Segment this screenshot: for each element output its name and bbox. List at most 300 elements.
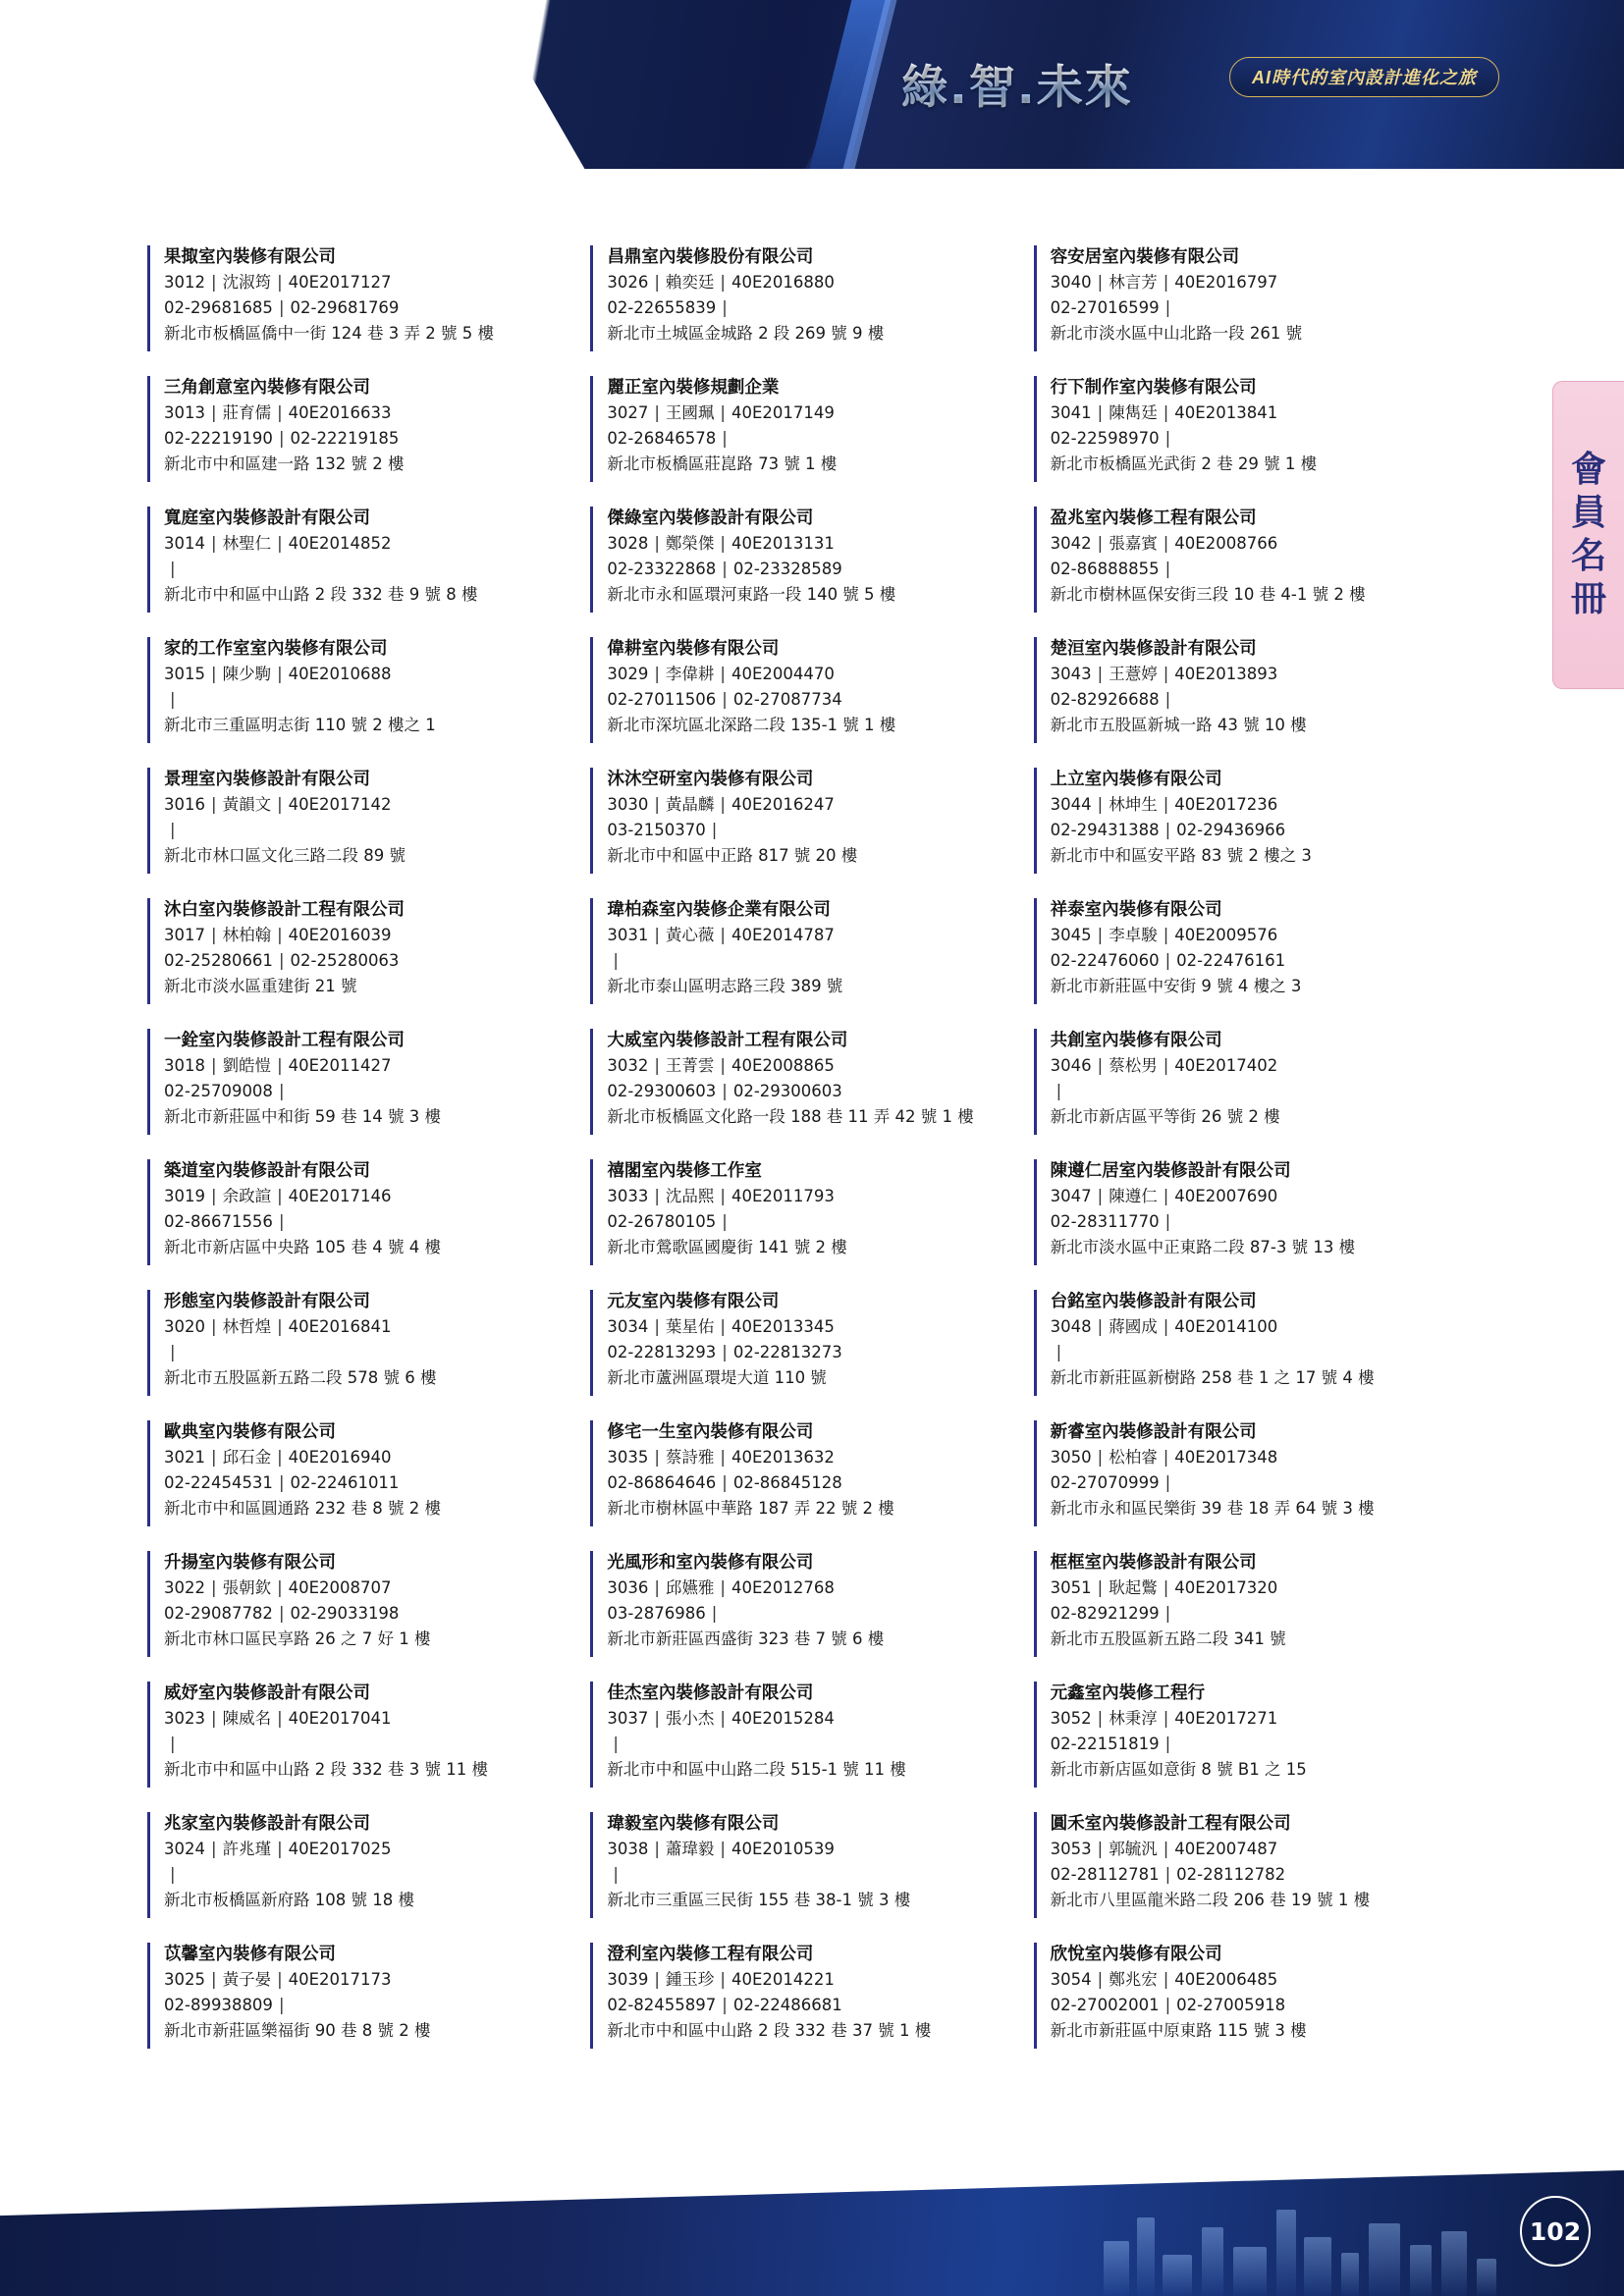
member-license-number: 40E2004470 <box>731 665 835 684</box>
member-id-contact-license <box>164 923 567 948</box>
member-id: 3026 <box>607 273 649 293</box>
member-phone-1: 02-23322868 <box>607 559 717 578</box>
member-entry <box>590 1812 1009 1918</box>
field-separator: | <box>720 1578 726 1598</box>
field-separator: | <box>1164 689 1171 709</box>
member-address: 新北市鶯歌區國慶街 141 號 2 樓 <box>607 1237 847 1256</box>
member-entry <box>147 1812 567 1918</box>
field-separator: | <box>211 1970 217 1990</box>
member-address: 新北市新莊區中安街 9 號 4 樓之 3 <box>1050 976 1302 995</box>
member-id-contact-license <box>607 1053 1009 1079</box>
member-entry <box>1034 898 1453 1004</box>
member-id: 3039 <box>607 1970 649 1990</box>
member-license-number: 40E2017041 <box>288 1709 392 1729</box>
member-phone-1: 03-2150370 <box>607 820 706 839</box>
member-id: 3040 <box>1050 273 1092 293</box>
member-id-contact-license <box>1051 531 1453 557</box>
field-separator: | <box>170 689 176 709</box>
member-address: 新北市林口區文化三路二段 89 號 <box>164 845 406 865</box>
field-separator: | <box>170 1342 176 1362</box>
member-company-name: 楚洹室內裝修設計有限公司 <box>1050 639 1257 659</box>
field-separator: | <box>277 1970 283 1990</box>
member-license-number: 40E2014100 <box>1174 1317 1278 1337</box>
member-contact-person: 林聖仁 <box>222 534 272 554</box>
member-id-contact-license <box>607 1445 1009 1470</box>
member-license-number: 40E2013632 <box>731 1448 835 1468</box>
member-phone-2: 02-22461011 <box>290 1472 400 1492</box>
member-entry <box>147 1943 567 2049</box>
field-separator: | <box>720 665 726 684</box>
member-license-number: 40E2008707 <box>288 1578 392 1598</box>
field-separator: | <box>654 1840 660 1859</box>
member-license-number: 40E2013893 <box>1174 665 1278 684</box>
member-contact-person: 林言芳 <box>1109 273 1158 293</box>
field-separator: | <box>170 820 176 839</box>
member-entry <box>1034 507 1453 613</box>
member-contact-person: 王薏婷 <box>1109 665 1158 684</box>
field-separator: | <box>1097 795 1104 815</box>
member-id: 3029 <box>607 665 649 684</box>
member-id: 3035 <box>607 1448 649 1468</box>
member-entry <box>147 1551 567 1657</box>
header-subtitle: AI時代的室內設計進化之旅 <box>1229 57 1499 97</box>
member-phones <box>1051 1340 1453 1365</box>
member-id-contact-license <box>607 1837 1009 1862</box>
member-license-number: 40E2010539 <box>731 1840 835 1859</box>
member-address: 新北市三重區三民街 155 巷 38-1 號 3 樓 <box>607 1890 911 1909</box>
member-company-name: 三角創意室內裝修有限公司 <box>164 378 370 398</box>
member-phones <box>164 1862 567 1888</box>
field-separator: | <box>720 926 726 945</box>
member-company-name: 一銓室內裝修設計工程有限公司 <box>164 1031 405 1050</box>
member-entry <box>1034 637 1453 743</box>
member-id-contact-license <box>607 1575 1009 1601</box>
section-tab-char-2: 員 <box>1570 493 1606 534</box>
field-separator: | <box>211 1578 217 1598</box>
member-phones <box>607 1862 1009 1888</box>
field-separator: | <box>211 1317 217 1337</box>
member-address: 新北市深坑區北深路二段 135-1 號 1 樓 <box>607 715 896 734</box>
member-phone-1: 02-22655839 <box>607 297 717 317</box>
section-tab-member-directory[interactable] <box>1552 381 1624 689</box>
member-phones <box>607 1209 1009 1235</box>
member-id: 3019 <box>164 1187 205 1206</box>
member-phones <box>1051 1079 1453 1104</box>
field-separator: | <box>211 1056 217 1076</box>
member-license-number: 40E2012768 <box>731 1578 835 1598</box>
field-separator: | <box>720 1448 726 1468</box>
member-phone-1: 02-26846578 <box>607 428 717 448</box>
member-entry <box>590 1682 1009 1788</box>
member-license-number: 40E2016633 <box>288 403 392 423</box>
member-company-name: 果掫室內裝修有限公司 <box>164 247 336 267</box>
member-address: 新北市新店區如意街 8 號 B1 之 15 <box>1050 1759 1307 1779</box>
field-separator: | <box>720 1970 726 1990</box>
member-id: 3025 <box>164 1970 205 1990</box>
member-contact-person: 許兆瑾 <box>222 1840 272 1859</box>
member-id: 3054 <box>1050 1970 1092 1990</box>
member-id: 3015 <box>164 665 205 684</box>
field-separator: | <box>613 950 619 970</box>
member-phones <box>607 1340 1009 1365</box>
field-separator: | <box>278 1995 285 2014</box>
member-id: 3016 <box>164 795 205 815</box>
member-license-number: 40E2016039 <box>288 926 392 945</box>
field-separator: | <box>278 1211 285 1231</box>
member-phones <box>607 818 1009 843</box>
member-contact-person: 李卓駿 <box>1109 926 1158 945</box>
member-phone-2: 02-25280063 <box>290 950 400 970</box>
member-contact-person: 王菁雲 <box>665 1056 715 1076</box>
member-entry <box>590 507 1009 613</box>
member-company-name: 寬庭室內裝修設計有限公司 <box>164 508 370 528</box>
member-company-name: 偉耕室內裝修有限公司 <box>607 639 780 659</box>
field-separator: | <box>1164 1995 1171 2014</box>
member-phones <box>1051 1209 1453 1235</box>
member-license-number: 40E2011793 <box>731 1187 835 1206</box>
member-phone-1: 02-22598970 <box>1050 428 1160 448</box>
member-phones <box>164 1340 567 1365</box>
member-id-contact-license <box>164 400 567 426</box>
field-separator: | <box>278 1081 285 1100</box>
field-separator: | <box>1097 1970 1104 1990</box>
member-address: 新北市新店區平等街 26 號 2 樓 <box>1050 1106 1280 1126</box>
field-separator: | <box>720 1317 726 1337</box>
member-phones <box>1051 1862 1453 1888</box>
field-separator: | <box>277 1056 283 1076</box>
member-entry <box>590 1420 1009 1526</box>
member-address: 新北市板橋區僑中一街 124 巷 3 弄 2 號 5 樓 <box>164 323 494 343</box>
member-phones <box>1051 818 1453 843</box>
member-address: 新北市土城區金城路 2 段 269 號 9 樓 <box>607 323 885 343</box>
member-address: 新北市新莊區中和街 59 巷 14 號 3 樓 <box>164 1106 441 1126</box>
member-license-number: 40E2017402 <box>1174 1056 1278 1076</box>
field-separator: | <box>722 1081 728 1100</box>
member-id: 3020 <box>164 1317 205 1337</box>
member-entry <box>590 1159 1009 1265</box>
member-license-number: 40E2014852 <box>288 534 392 554</box>
member-id-contact-license <box>607 662 1009 687</box>
field-separator: | <box>1163 1970 1169 1990</box>
member-phone-1: 02-27011506 <box>607 689 717 709</box>
field-separator: | <box>720 1187 726 1206</box>
field-separator: | <box>277 665 283 684</box>
member-phones <box>1051 1601 1453 1627</box>
member-company-name: 沐白室內裝修設計工程有限公司 <box>164 900 405 920</box>
field-separator: | <box>1163 1840 1169 1859</box>
member-id: 3013 <box>164 403 205 423</box>
field-separator: | <box>720 1056 726 1076</box>
member-directory-columns <box>147 245 1453 2073</box>
member-id: 3038 <box>607 1840 649 1859</box>
member-phones <box>607 557 1009 582</box>
field-separator: | <box>1097 1709 1104 1729</box>
member-company-name: 景理室內裝修設計有限公司 <box>164 770 370 789</box>
member-entry <box>590 1551 1009 1657</box>
field-separator: | <box>654 403 660 423</box>
member-id: 3044 <box>1050 795 1092 815</box>
field-separator: | <box>1097 1448 1104 1468</box>
member-id: 3024 <box>164 1840 205 1859</box>
member-company-name: 歐典室內裝修有限公司 <box>164 1422 336 1442</box>
member-address: 新北市樹林區保安街三段 10 巷 4-1 號 2 樓 <box>1050 584 1366 604</box>
member-company-name: 圓禾室內裝修設計工程有限公司 <box>1050 1814 1291 1834</box>
member-id: 3036 <box>607 1578 649 1598</box>
field-separator: | <box>277 1317 283 1337</box>
field-separator: | <box>1097 665 1104 684</box>
field-separator: | <box>654 1709 660 1729</box>
member-address: 新北市板橋區光武街 2 巷 29 號 1 樓 <box>1050 454 1318 473</box>
member-contact-person: 松柏睿 <box>1109 1448 1158 1468</box>
field-separator: | <box>711 820 718 839</box>
field-separator: | <box>722 297 728 317</box>
member-company-name: 佳杰室內裝修設計有限公司 <box>607 1683 814 1703</box>
member-company-name: 大威室內裝修設計工程有限公司 <box>607 1031 848 1050</box>
member-phone-2: 02-22486681 <box>732 1995 842 2014</box>
section-tab-char-4: 冊 <box>1570 578 1606 619</box>
field-separator: | <box>720 795 726 815</box>
member-company-name: 瑋毅室內裝修有限公司 <box>607 1814 780 1834</box>
member-address: 新北市中和區中山路二段 515-1 號 11 樓 <box>607 1759 906 1779</box>
field-separator: | <box>720 1709 726 1729</box>
member-company-name: 澄利室內裝修工程有限公司 <box>607 1945 814 1964</box>
member-entry <box>147 637 567 743</box>
member-contact-person: 余政諠 <box>222 1187 272 1206</box>
member-company-name: 台銘室內裝修設計有限公司 <box>1050 1292 1257 1311</box>
member-id-contact-license <box>164 792 567 818</box>
field-separator: | <box>211 665 217 684</box>
member-company-name: 兆家室內裝修設計有限公司 <box>164 1814 370 1834</box>
field-separator: | <box>278 428 285 448</box>
member-id-contact-license <box>1051 792 1453 818</box>
member-column <box>147 245 567 2073</box>
field-separator: | <box>1163 665 1169 684</box>
field-separator: | <box>170 1734 176 1753</box>
field-separator: | <box>1163 795 1169 815</box>
field-separator: | <box>170 559 176 578</box>
field-separator: | <box>1163 1317 1169 1337</box>
field-separator: | <box>211 273 217 293</box>
field-separator: | <box>654 1187 660 1206</box>
member-phone-1: 02-27002001 <box>1050 1995 1160 2014</box>
member-company-name: 元友室內裝修有限公司 <box>607 1292 780 1311</box>
member-address: 新北市中和區中山路 2 段 332 巷 9 號 8 樓 <box>164 584 478 604</box>
member-company-name: 框框室內裝修設計有限公司 <box>1050 1553 1257 1573</box>
member-id-contact-license <box>1051 1706 1453 1732</box>
field-separator: | <box>1163 1056 1169 1076</box>
member-id: 3053 <box>1050 1840 1092 1859</box>
member-address: 新北市永和區環河東路一段 140 號 5 樓 <box>607 584 896 604</box>
field-separator: | <box>1097 403 1104 423</box>
member-phone-1: 02-26780105 <box>607 1211 717 1231</box>
member-contact-person: 林柏翰 <box>222 926 272 945</box>
member-entry <box>147 507 567 613</box>
field-separator: | <box>277 534 283 554</box>
member-entry <box>147 1029 567 1135</box>
field-separator: | <box>1097 1317 1104 1337</box>
member-phone-1: 03-2876986 <box>607 1603 706 1623</box>
member-phone-1: 02-86864646 <box>607 1472 717 1492</box>
member-phones <box>164 948 567 974</box>
field-separator: | <box>170 1864 176 1884</box>
member-address: 新北市新店區中央路 105 巷 4 號 4 樓 <box>164 1237 441 1256</box>
member-phone-1: 02-86888855 <box>1050 559 1160 578</box>
field-separator: | <box>277 926 283 945</box>
field-separator: | <box>1163 403 1169 423</box>
member-phone-2: 02-27005918 <box>1176 1995 1286 2014</box>
member-phones <box>164 818 567 843</box>
member-entry <box>147 376 567 482</box>
member-company-name: 容安居室內裝修有限公司 <box>1050 247 1240 267</box>
member-entry <box>147 1290 567 1396</box>
member-id-contact-license <box>164 1314 567 1340</box>
field-separator: | <box>277 1187 283 1206</box>
member-contact-person: 黃韻文 <box>222 795 272 815</box>
member-phones <box>164 295 567 321</box>
member-address: 新北市淡水區中山北路一段 261 號 <box>1050 323 1303 343</box>
field-separator: | <box>211 403 217 423</box>
member-column <box>590 245 1009 2073</box>
member-company-name: 沐沐空研室內裝修有限公司 <box>607 770 814 789</box>
member-contact-person: 邱嬿雅 <box>665 1578 715 1598</box>
member-phone-1: 02-29431388 <box>1050 820 1160 839</box>
member-company-name: 盈兆室內裝修工程有限公司 <box>1050 508 1257 528</box>
member-company-name: 麗正室內裝修規劃企業 <box>607 378 780 398</box>
field-separator: | <box>211 795 217 815</box>
field-separator: | <box>1056 1342 1062 1362</box>
member-contact-person: 葉星佑 <box>665 1317 715 1337</box>
member-id-contact-license <box>1051 1575 1453 1601</box>
member-license-number: 40E2008766 <box>1174 534 1278 554</box>
field-separator: | <box>211 1448 217 1468</box>
member-phone-1: 02-29681685 <box>164 297 273 317</box>
member-address: 新北市中和區建一路 132 號 2 樓 <box>164 454 405 473</box>
member-phone-2: 02-27087734 <box>732 689 842 709</box>
field-separator: | <box>1097 273 1104 293</box>
member-license-number: 40E2016880 <box>731 273 835 293</box>
member-entry <box>1034 1420 1453 1526</box>
field-separator: | <box>277 403 283 423</box>
member-phone-1: 02-22219190 <box>164 428 273 448</box>
field-separator: | <box>654 1448 660 1468</box>
field-separator: | <box>654 1056 660 1076</box>
member-license-number: 40E2017348 <box>1174 1448 1278 1468</box>
city-skyline-graphic <box>1094 2188 1506 2296</box>
member-address: 新北市板橋區文化路一段 188 巷 11 弄 42 號 1 樓 <box>607 1106 974 1126</box>
member-contact-person: 林秉淳 <box>1109 1709 1158 1729</box>
member-id: 3037 <box>607 1709 649 1729</box>
member-id: 3022 <box>164 1578 205 1598</box>
member-id-contact-license <box>1051 923 1453 948</box>
member-entry <box>1034 1551 1453 1657</box>
member-license-number: 40E2014787 <box>731 926 835 945</box>
member-phones <box>607 1601 1009 1627</box>
member-entry <box>1034 768 1453 874</box>
field-separator: | <box>1163 1187 1169 1206</box>
member-license-number: 40E2015284 <box>731 1709 835 1729</box>
member-phone-2: 02-23328589 <box>732 559 842 578</box>
member-contact-person: 陳威名 <box>222 1709 272 1729</box>
field-separator: | <box>1164 1211 1171 1231</box>
member-contact-person: 蕭瑋毅 <box>665 1840 715 1859</box>
field-separator: | <box>1164 1734 1171 1753</box>
member-id: 3043 <box>1050 665 1092 684</box>
member-address: 新北市板橋區新府路 108 號 18 樓 <box>164 1890 414 1909</box>
section-tab-char-1: 會 <box>1570 450 1606 491</box>
member-phones <box>1051 295 1453 321</box>
member-entry <box>590 898 1009 1004</box>
member-contact-person: 耿起鷩 <box>1109 1578 1158 1598</box>
member-id: 3051 <box>1050 1578 1092 1598</box>
member-id: 3041 <box>1050 403 1092 423</box>
field-separator: | <box>1163 534 1169 554</box>
member-address: 新北市蘆洲區環堤大道 110 號 <box>607 1367 827 1387</box>
field-separator: | <box>211 1187 217 1206</box>
member-license-number: 40E2017025 <box>288 1840 392 1859</box>
member-license-number: 40E2014221 <box>731 1970 835 1990</box>
member-phone-2: 02-28112782 <box>1176 1864 1286 1884</box>
member-address: 新北市三重區明志街 110 號 2 樓之 1 <box>164 715 436 734</box>
member-contact-person: 李偉耕 <box>665 665 715 684</box>
member-phone-2: 02-22476161 <box>1176 950 1286 970</box>
member-phones <box>607 1079 1009 1104</box>
member-entry <box>590 768 1009 874</box>
member-id-contact-license <box>607 400 1009 426</box>
member-id-contact-license <box>1051 1967 1453 1993</box>
member-id-contact-license <box>1051 1053 1453 1079</box>
member-contact-person: 陳少駒 <box>222 665 272 684</box>
member-phone-1: 02-82921299 <box>1050 1603 1160 1623</box>
member-company-name: 共創室內裝修有限公司 <box>1050 1031 1222 1050</box>
member-phones <box>1051 948 1453 974</box>
field-separator: | <box>1097 926 1104 945</box>
member-phones <box>607 1470 1009 1496</box>
section-tab-char-3: 名 <box>1570 536 1606 576</box>
member-id: 3047 <box>1050 1187 1092 1206</box>
member-id-contact-license <box>607 1967 1009 1993</box>
member-license-number: 40E2017320 <box>1174 1578 1278 1598</box>
member-phone-2: 02-86845128 <box>732 1472 842 1492</box>
member-contact-person: 陳遵仁 <box>1109 1187 1158 1206</box>
member-license-number: 40E2008865 <box>731 1056 835 1076</box>
member-id-contact-license <box>164 1837 567 1862</box>
member-phones <box>1051 1993 1453 2018</box>
member-phone-2: 02-22219185 <box>290 428 400 448</box>
member-phone-2: 02-22813273 <box>732 1342 842 1362</box>
field-separator: | <box>654 1970 660 1990</box>
member-company-name: 行下制作室內裝修有限公司 <box>1050 378 1257 398</box>
member-company-name: 形態室內裝修設計有限公司 <box>164 1292 370 1311</box>
member-entry <box>590 1290 1009 1396</box>
member-license-number: 40E2006485 <box>1174 1970 1278 1990</box>
member-id-contact-license <box>1051 662 1453 687</box>
member-phones <box>164 1470 567 1496</box>
member-contact-person: 鄭兆宏 <box>1109 1970 1158 1990</box>
member-phones <box>1051 1470 1453 1496</box>
member-phone-1: 02-22454531 <box>164 1472 273 1492</box>
member-contact-person: 鄭榮傑 <box>665 534 715 554</box>
member-license-number: 40E2017236 <box>1174 795 1278 815</box>
member-phones <box>164 1993 567 2018</box>
member-license-number: 40E2016940 <box>288 1448 392 1468</box>
member-id-contact-license <box>164 1445 567 1470</box>
field-separator: | <box>1164 428 1171 448</box>
member-entry <box>1034 1682 1453 1788</box>
field-separator: | <box>613 1734 619 1753</box>
member-address: 新北市林口區民享路 26 之 7 好 1 樓 <box>164 1629 431 1648</box>
member-entry <box>147 1420 567 1526</box>
member-address: 新北市永和區民樂街 39 巷 18 弄 64 號 3 樓 <box>1050 1498 1375 1518</box>
